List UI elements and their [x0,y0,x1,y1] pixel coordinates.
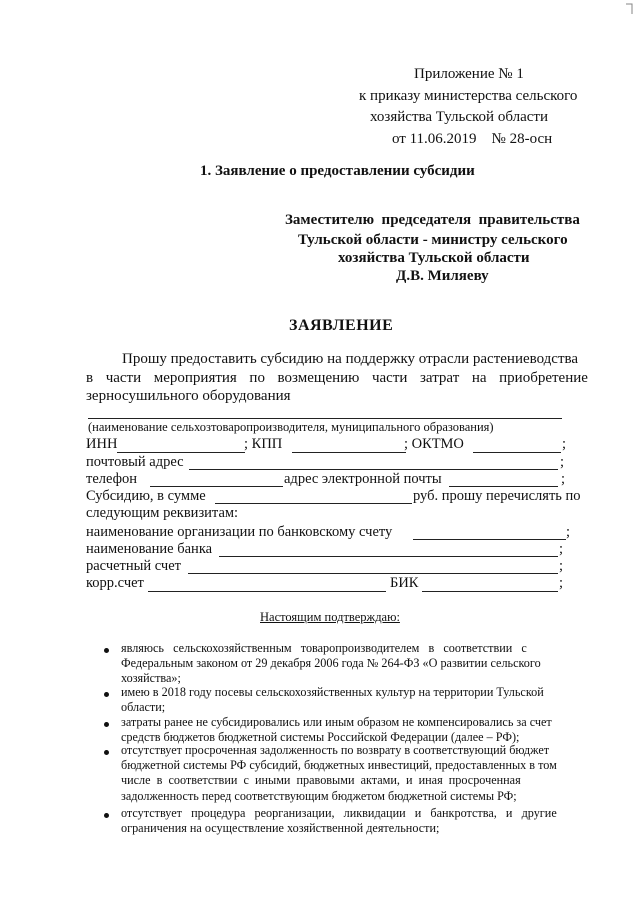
bank-name-field[interactable] [219,556,558,557]
subsidy-sum-field[interactable] [215,503,412,504]
addressee-name: Д.В. Миляеву [396,268,489,284]
subsidy-sum-label: Субсидию, в сумме [86,488,206,504]
bullet-line: задолженность перед соответствующим бюджетом бюджетной системы РФ; [121,788,517,803]
bullet-line: отсутствует процедура реорганизации, ликвидации и банкротства, и другие [121,806,557,820]
section-heading: 1. Заявление о предоставлении субсидии [200,163,475,179]
phone-field[interactable] [150,486,283,487]
rub-transfer-label: руб. прошу перечислять по [413,488,581,504]
appendix-order-ref: к приказу министерства сельского [359,88,578,104]
producer-hint: (наименование сельхозтоваропроизводителя, муниципального образования) [88,420,494,434]
bullet-dot [104,722,109,727]
following-details-label: следующим реквизитам: [86,505,239,521]
request-word: возмещению [277,370,360,386]
bullet-line: хозяйства»; [121,671,181,686]
request-word: части [105,370,142,386]
request-line-1: Прошу предоставить субсидию на поддержку отрасли растениеводства [122,351,579,367]
document-title: ЗАЯВЛЕНИЕ [289,317,394,334]
appendix-block [0,0,640,150]
inn-row-end: ; [562,436,567,452]
bullet-line: средств бюджетов бюджетной системы Российской Федерации (далее – РФ); [121,730,520,745]
request-word: в [86,370,94,386]
bullet-line: затраты ранее не субсидировались или иным образом не компенсировались за счет [121,715,552,729]
bullet-line: отсутствует просроченная задолженность по возврату в соответствующий бюджет [121,743,550,757]
oktmo-label: ; ОКТМО [404,436,464,452]
request-word: на [471,370,487,386]
postal-row-end: ; [560,454,565,470]
addressee-line-3: хозяйства Тульской области [338,250,530,266]
confirm-heading: Настоящим подтверждаю: [260,610,400,624]
corner-mark-icon [624,2,634,14]
producer-name-field[interactable] [88,418,562,419]
addressee-line-1: Заместителю председателя правительства [285,212,580,228]
account-label: расчетный счет [86,558,181,574]
bank-name-row-end: ; [559,541,564,557]
bank-account-org-label: наименование организации по банковскому счету [86,524,393,540]
bullet-dot [104,813,109,818]
bullet-line: ограничения на осуществление хозяйственной деятельности; [121,821,440,836]
phone-row-end: ; [561,471,566,487]
bik-field[interactable] [422,591,558,592]
account-row-end: ; [559,558,564,574]
request-word: по [249,370,265,386]
account-field[interactable] [188,573,558,574]
email-label: адрес электронной почты [284,471,442,487]
bullet-item-1 [121,641,586,687]
bullet-item-4 [121,743,586,804]
bik-label: БИК [390,575,419,591]
bank-name-label: наименование банка [86,541,213,557]
bullet-line: имею в 2018 году посевы сельскохозяйственных культур на территории Тульской [121,685,544,699]
bullet-line: бюджетной системы РФ субсидий, бюджетных инвестиций, предоставленных в том [121,758,557,773]
appendix-number: Приложение № 1 [414,66,524,82]
appendix-date-number: от 11.06.2019 № 28-осн [392,131,553,147]
postal-address-field[interactable] [189,469,558,470]
corr-row-end: ; [559,575,564,591]
bank-account-org-field[interactable] [413,539,566,540]
bullet-line: числе в соответствии с иными правовыми актами, и иная просроченная [121,773,521,788]
bullet-item-2 [121,685,586,715]
corr-account-label: корр.счет [86,575,144,591]
inn-field[interactable] [117,452,245,453]
bullet-line: являюсь сельскохозяйственным товаропроизводителем в соответствии с [121,641,527,655]
bullet-dot [104,750,109,755]
bullet-item-5 [121,806,586,836]
kpp-field[interactable] [292,452,406,453]
bullet-dot [104,648,109,653]
email-field[interactable] [449,486,558,487]
bank-org-row-end: ; [566,524,571,540]
request-word: мероприятия [153,370,237,386]
inn-label: ИНН [86,436,118,452]
phone-label: телефон [86,471,138,487]
corr-account-field[interactable] [148,591,386,592]
bullet-line: области; [121,700,166,715]
postal-address-label: почтовый адрес [86,454,184,470]
request-line-2 [86,370,588,387]
kpp-label: ; КПП [244,436,283,452]
oktmo-field[interactable] [473,452,561,453]
addressee-line-2: Тульской области - министру сельского [298,232,568,248]
bullet-dot [104,692,109,697]
request-word: части [371,370,408,386]
request-line-3: зерносушильного оборудования [86,388,291,404]
request-word: затрат [420,370,460,386]
bullet-line: Федеральным законом от 29 декабря 2006 года № 264-ФЗ «О развитии сельского [121,656,541,671]
bullet-item-3 [121,715,586,745]
request-word: приобретение [499,370,588,386]
appendix-ministry: хозяйства Тульской области [370,109,548,125]
